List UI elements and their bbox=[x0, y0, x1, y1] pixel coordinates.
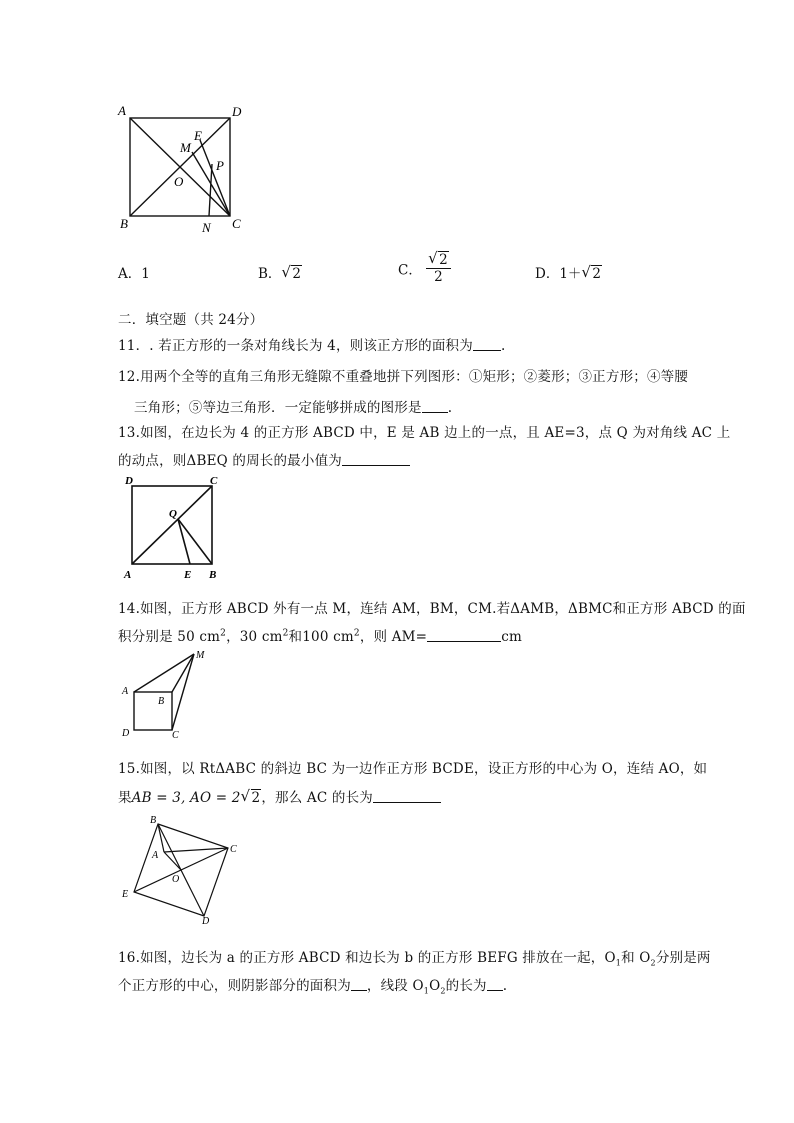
label-C: C bbox=[230, 844, 237, 855]
label-A: A bbox=[118, 103, 126, 118]
question-16-line2: 个正方形的中心，则阴影部分的面积为 ，线段 $O_1O_2$的长为 . bbox=[118, 978, 508, 996]
option-c: C． √ 2 2 bbox=[398, 252, 451, 285]
question-14-line2: 积分别是 50 $cm^2$，30 $cm^2$和100 $cm^2$，则 AM= cm bbox=[118, 628, 522, 645]
label-B: B bbox=[158, 696, 165, 707]
question-16-line1: 16.如图，边长为 a 的正方形 ABCD 和边长为 b 的正方形 BEFG 排放在一起，$O_1$和 $O_2$分别是两 bbox=[118, 950, 711, 968]
sqrt-symbol: √ 2 bbox=[240, 787, 261, 806]
sqrt-symbol: √ 2 bbox=[281, 263, 302, 282]
option-a: A．1 bbox=[118, 266, 150, 282]
label-D: D bbox=[125, 475, 133, 487]
segment-pn bbox=[209, 164, 212, 216]
label-A: A bbox=[152, 850, 159, 861]
label-P: P bbox=[216, 158, 224, 173]
label-C: C bbox=[210, 475, 218, 487]
label-E: E bbox=[184, 569, 192, 581]
option-b: B． √ 2 bbox=[258, 263, 302, 282]
segment-bm bbox=[172, 654, 194, 692]
figure-square-abcd bbox=[112, 98, 262, 238]
segment-ba bbox=[158, 824, 164, 852]
label-A: A bbox=[124, 569, 132, 581]
label-M: M bbox=[196, 650, 205, 661]
question-15-line2: 果AB = 3, AO = 2 √ 2，那么 AC 的长为 bbox=[118, 786, 441, 806]
question-12-line2: 三角形；⑤等边三角形．一定能够拼成的图形是 . bbox=[134, 400, 453, 416]
question-15-line1: 15.如图，以 RtΔABC 的斜边 BC 为一边作正方形 BCDE，设正方形的中心为 O，连结 AO，如 bbox=[118, 761, 708, 777]
label-O: O bbox=[174, 174, 184, 189]
label-O: O bbox=[172, 874, 180, 885]
label-D: D bbox=[232, 104, 242, 119]
question-11: 11．. 若正方形的一条对角线长为 4，则该正方形的面积为 . bbox=[118, 338, 506, 354]
figure-square-q13 bbox=[116, 472, 226, 584]
sqrt-symbol: √ 2 bbox=[581, 263, 602, 282]
label-C: C bbox=[232, 216, 241, 231]
label-B: B bbox=[209, 569, 217, 581]
label-E: E bbox=[194, 128, 202, 143]
label-A: A bbox=[122, 686, 129, 697]
segment-ao bbox=[164, 852, 181, 870]
segment-qb bbox=[178, 519, 212, 564]
question-13-line1: 13.如图，在边长为 4 的正方形 ABCD 中，E 是 AB 边上的一点，且 AE=3，点 Q 为对角线 AC 上 bbox=[118, 425, 731, 441]
label-C: C bbox=[172, 730, 179, 740]
section-title: 二．填空题（共 24分） bbox=[118, 312, 264, 328]
segment-ac bbox=[164, 848, 228, 852]
label-B: B bbox=[120, 216, 128, 231]
label-B: B bbox=[150, 815, 157, 826]
label-N: N bbox=[202, 220, 211, 235]
fraction: √ 2 2 bbox=[426, 252, 451, 285]
option-d: D．1＋ √ 2 bbox=[535, 263, 602, 282]
figure-q15 bbox=[114, 812, 244, 924]
question-12-line1: 12.用两个全等的直角三角形无缝隙不重叠地拼下列图形：①矩形；②菱形；③正方形；④等腰 bbox=[118, 369, 689, 385]
label-M: M bbox=[180, 140, 191, 155]
question-14-line1: 14.如图，正方形 ABCD 外有一点 M，连结 AM，BM，CM.若ΔAMB，ΔBMC和正方形 ABCD 的面 bbox=[118, 601, 746, 617]
square-outline bbox=[134, 692, 172, 730]
label-Q: Q bbox=[169, 508, 177, 520]
diagonal-ac bbox=[132, 486, 212, 564]
segment-ec bbox=[200, 140, 230, 216]
label-D: D bbox=[202, 916, 210, 924]
question-13-line2: 的动点，则ΔBEQ 的周长的最小值为 bbox=[118, 449, 410, 469]
figure-q14 bbox=[116, 648, 216, 740]
label-E: E bbox=[122, 889, 129, 900]
label-D: D bbox=[122, 728, 130, 739]
